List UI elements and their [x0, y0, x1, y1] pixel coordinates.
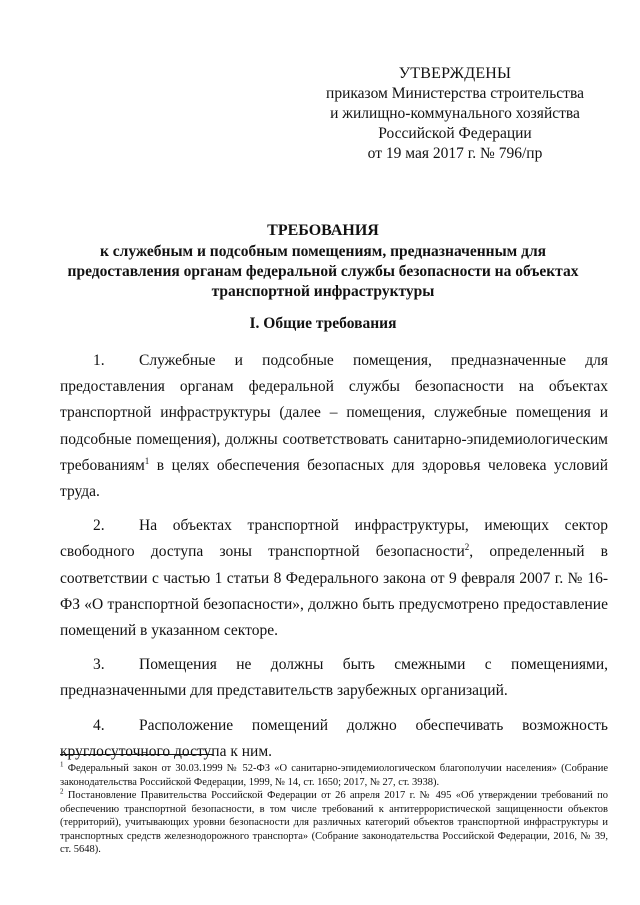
- footnote: [60, 789, 608, 857]
- paragraph: [60, 513, 608, 644]
- paragraph-text: Помещения не должны быть смежными с помещениями, предназначенными для представительств зарубежных организаций.: [60, 656, 608, 700]
- document-body: [60, 348, 608, 773]
- section-heading: I. Общие требования: [249, 315, 397, 332]
- footnote-text: Федеральный закон от 30.03.1999 № 52-ФЗ «О санитарно-эпидемиологическом благополучии населения» (Собрание законодательства Российской Федерации, 1999, № 14, ст. 1650; 2017, № 27, ст. 3938).: [60, 763, 609, 788]
- paragraph-number: 2.: [93, 517, 105, 535]
- paragraph-number: 3.: [93, 656, 105, 674]
- paragraph: [60, 348, 608, 505]
- footnote-divider: [60, 754, 213, 755]
- footnote-ref: 1: [144, 455, 150, 466]
- paragraph-text: Служебные и подсобные помещения, предназначенные для предоставления органам федеральной службы безопасности на объектах транспортной инфраструктуры (далее – помещения, служебные помещения и подсобные помещения), должны соответствовать санитарно-эпидемиологическим требованиям: [60, 352, 608, 474]
- paragraph-text: , определенный в соответствии с частью 1 статьи 8 Федерального закона от 9 февраля 2007 г. № 16-ФЗ «О транспортной безопасности», должно быть предусмотрено предоставление помещений в указанном секторе.: [60, 543, 609, 640]
- paragraph: [60, 652, 608, 704]
- footnote-ref: 2: [464, 542, 470, 553]
- paragraph-number: 1.: [93, 352, 105, 369]
- paragraph-text: Расположение помещений должно обеспечивать возможность круглосуточного доступа к ним.: [60, 716, 608, 760]
- paragraph: [60, 713, 608, 765]
- footnote: [60, 762, 608, 789]
- approval-line: и жилищно-коммунального хозяйства: [330, 105, 580, 122]
- paragraph-text: в целях обеспечения безопасных для здоровья человека условий труда.: [60, 456, 608, 501]
- document-title: [60, 220, 586, 302]
- approval-line: Российской Федерации: [378, 125, 532, 142]
- footnote-number: 2: [60, 787, 64, 796]
- approval-line: приказом Министерства строительства: [326, 85, 584, 102]
- approval-stamp: [322, 64, 588, 164]
- title-main: ТРЕБОВАНИЯ: [267, 222, 379, 239]
- title-subtitle: к служебным и подсобным помещениям, предназначенным для предоставления органам федеральной службы безопасности на объектах транспортной инфраструктуры: [67, 243, 579, 300]
- approval-line: от 19 мая 2017 г. № 796/пр: [367, 145, 543, 162]
- footnote-number: 1: [60, 760, 64, 769]
- footnote-text: Постановление Правительства Российской Федерации от 26 апреля 2017 г. № 495 «Об утверждении требований по обеспечению транспортной безопасности, в том числе требований к антитеррористической защищенности объектов (территорий), учитывающих уровни безопасности для различных категорий объектов транспортной инфраструктуры и транспортных средств железнодорожного транспорта» (Собрание законодательства Российской Федерации, 2016, № 39, ст. 5648).: [60, 790, 608, 855]
- paragraph-text: На объектах транспортной инфраструктуры, имеющих сектор свободного доступа зоны транспортной безопасности: [60, 517, 608, 561]
- footnotes: [60, 762, 608, 857]
- approval-heading: УТВЕРЖДЕНЫ: [398, 65, 512, 82]
- paragraph-number: 4.: [93, 716, 105, 734]
